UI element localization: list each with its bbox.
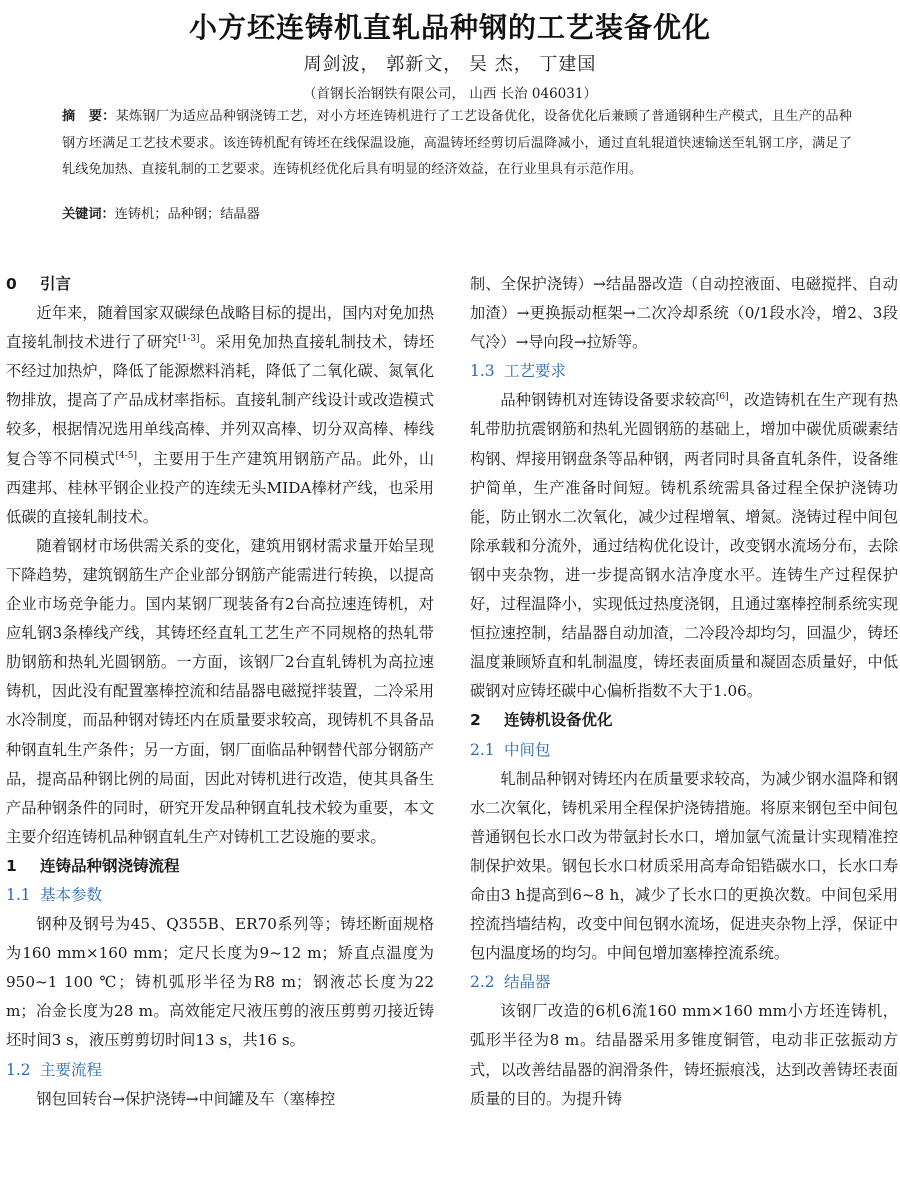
paragraph-text: ，主要用于生产建筑用钢筋产品。此外，山西建邦、桂林平钢企业投产的连续无头MIDA棒材产线，也采用低碳的直接轧制技术。 [6, 449, 435, 526]
heading-text: 结晶器 [504, 973, 551, 992]
body-paragraph [470, 386, 898, 706]
heading-number: 0 [6, 275, 17, 293]
body-paragraph [6, 299, 434, 532]
subsection-heading [470, 357, 898, 386]
paragraph-text: 钢包回转台→保护浇铸→中间罐及车（塞棒控 [36, 1089, 336, 1108]
paragraph-text: 。采用免加热直接轧制技术，铸坯不经过加热炉，降低了能源燃料消耗，降低了二氧化碳、氮氧化物排放，提高了产品成材率指标。直接轧制产线设计或改造模式较多，根据情况选用单线高棒、并列双高棒、切分双高棒、棒线复合等不同模式 [6, 333, 435, 468]
heading-text: 基本参数 [40, 885, 103, 904]
paper-title: 小方坯连铸机直轧品种钢的工艺装备优化 [188, 11, 711, 44]
author-list: 周剑波， 郭新文， 吴 杰， 丁建国 [303, 54, 597, 75]
heading-number: 2 [470, 711, 481, 730]
citation-ref: [6] [715, 392, 729, 403]
body-paragraph [6, 1085, 434, 1114]
section-heading [470, 706, 898, 735]
body-paragraph [6, 910, 434, 1055]
section-heading [6, 852, 434, 881]
body-paragraph [470, 270, 898, 357]
heading-text: 工艺要求 [504, 362, 567, 381]
section-heading [6, 270, 434, 299]
subsection-heading [470, 968, 898, 997]
subsection-heading [6, 881, 434, 910]
citation-ref: [1-3] [177, 334, 200, 345]
heading-text: 连铸品种钢浇铸流程 [40, 856, 180, 875]
left-column [6, 270, 434, 1114]
heading-text: 引言 [40, 275, 72, 293]
abstract-label: 摘 要： [62, 109, 116, 124]
heading-number: 1.3 [470, 362, 495, 381]
paragraph-text: 品种钢铸机对连铸设备要求较高 [500, 391, 716, 410]
abstract [62, 104, 852, 184]
keywords-text: 连铸机；品种钢；结晶器 [114, 207, 260, 222]
paragraph-text: 随着钢材市场供需关系的变化，建筑用钢材需求量开始呈现下降趋势，建筑钢筋生产企业部分钢筋产能需进行转换，以提高企业市场竞争能力。国内某钢厂现装备有2台高拉速连铸机，对应轧钢3条棒线产线，其铸坯经直轧工艺生产不同规格的热轧带肋钢筋和热轧光圆钢筋。一方面，该钢厂2台直轧铸机为高拉速铸机，因此没有配置塞棒控流和结晶器电磁搅拌装置，二冷采用水冷制度，而品种钢对铸坯内在质量要求较高，现铸机不具备品种钢直轧生产条件；另一方面，钢厂面临品种钢替代部分钢筋产品，提高品种钢比例的局面，因此对铸机进行改造，使其具备生产品种钢条件的同时，研究开发品种钢直轧技术较为重要，本文主要介绍连铸机品种钢直轧生产对铸机工艺设施的要求。 [6, 536, 434, 846]
heading-number: 1 [6, 856, 17, 875]
heading-text: 中间包 [504, 740, 551, 759]
heading-number: 1.1 [6, 885, 31, 904]
keywords [62, 203, 852, 227]
paragraph-text: 制、全保护浇铸）→结晶器改造（自动控液面、电磁搅拌、自动加渣）→更换振动框架→二次冷却系统（0/1段水冷，增2、3段气冷）→导向段→拉矫等。 [470, 275, 898, 352]
subsection-heading [6, 1056, 434, 1085]
paragraph-text: 轧制品种钢对铸坯内在质量要求较高，为减少钢水温降和钢水二次氧化，铸机采用全程保护浇铸措施。将原来钢包至中间包普通钢包长水口改为带氩封长水口，增加氩气流量计实现精准控制保护效果。钢包长水口材质采用高寿命铝锆碳水口，长水口寿命由3 h提高到6~8 h，减少了长水口的更换次数。中间包采用控流挡墙结构，改变中间包钢水流场，促进夹杂物上浮，保证中包内温度场的均匀。中间包增加塞棒控流系统。 [470, 769, 898, 963]
heading-text: 主要流程 [40, 1060, 103, 1079]
paragraph-text: 钢种及钢号为45、Q355B、ER70系列等；铸坯断面规格为160 mm×160 mm；定尺长度为9~12 m；矫直点温度为950~1 100 ℃；铸机弧形半径为R8 m；钢液芯长度为22 m；冶金长度为28 m。高效能定尺液压剪的液压剪剪刃接近铸坯时间3 s，液压剪剪切时间13 s，共16 s。 [6, 915, 434, 1050]
citation-ref: [4-5] [115, 450, 137, 461]
right-column [470, 270, 898, 1114]
keywords-label: 关键词： [62, 207, 115, 222]
affiliation: （首钢长治钢铁有限公司， 山西 长治 046031） [303, 86, 597, 102]
body-paragraph [6, 532, 434, 852]
paragraph-text: ，改造铸机在生产现有热轧带肋抗震钢筋和热轧光圆钢筋的基础上，增加中碳优质碳素结构钢、焊接用钢盘条等品种钢，两者同时具备直轧条件，设备维护简单，生产准备时间短。铸机系统需具备过程全保护浇铸功能，防止钢水二次氧化，减少过程增氧、增氮。浇铸过程中间包除承载和分流外，通过结构优化设计，改变钢水流场分布，去除钢中夹杂物，进一步提高钢水洁净度水平。连铸生产过程保护好，过程温降小，实现低过热度浇钢，且通过塞棒控制系统实现恒拉速控制，结晶器自动加渣，二冷段冷却均匀，回温少，铸坯温度兼顾矫直和轧制温度，铸坯表面质量和凝固态质量好，中低碳钢对应铸坯碳中心偏析指数不大于1.06。 [470, 391, 899, 701]
paragraph-text: 近年来，随着国家双碳绿色战略目标的提出，国内对免加热直接轧制技术进行了研究 [6, 304, 434, 352]
body-paragraph [470, 997, 898, 1113]
body-paragraph [470, 765, 898, 969]
abstract-text: 某炼钢厂为适应品种钢浇铸工艺，对小方坯连铸机进行了工艺设备优化，设备优化后兼顾了普通钢种生产模式，且生产的品种钢方坯满足工艺技术要求。该连铸机配有铸坯在线保温设施，高温铸坯经剪切后温降减小，通过直轧辊道快速输送至轧钢工序，满足了轧线免加热、直接轧制的工艺要求。连铸机经优化后具有明显的经济效益，在行业里具有示范作用。 [62, 109, 852, 177]
paragraph-text: 该钢厂改造的6机6流160 mm×160 mm小方坯连铸机，弧形半径为8 m。结晶器采用多锥度铜管，电动非正弦振动方式，以改善结晶器的润滑条件，铸坯振痕浅，达到改善铸坯表面质量的目的。为提升铸 [470, 1002, 898, 1108]
subsection-heading [470, 736, 898, 765]
heading-number: 2.1 [470, 740, 495, 759]
heading-text: 连铸机设备优化 [504, 711, 613, 730]
heading-number: 1.2 [6, 1060, 31, 1079]
heading-number: 2.2 [470, 973, 495, 992]
